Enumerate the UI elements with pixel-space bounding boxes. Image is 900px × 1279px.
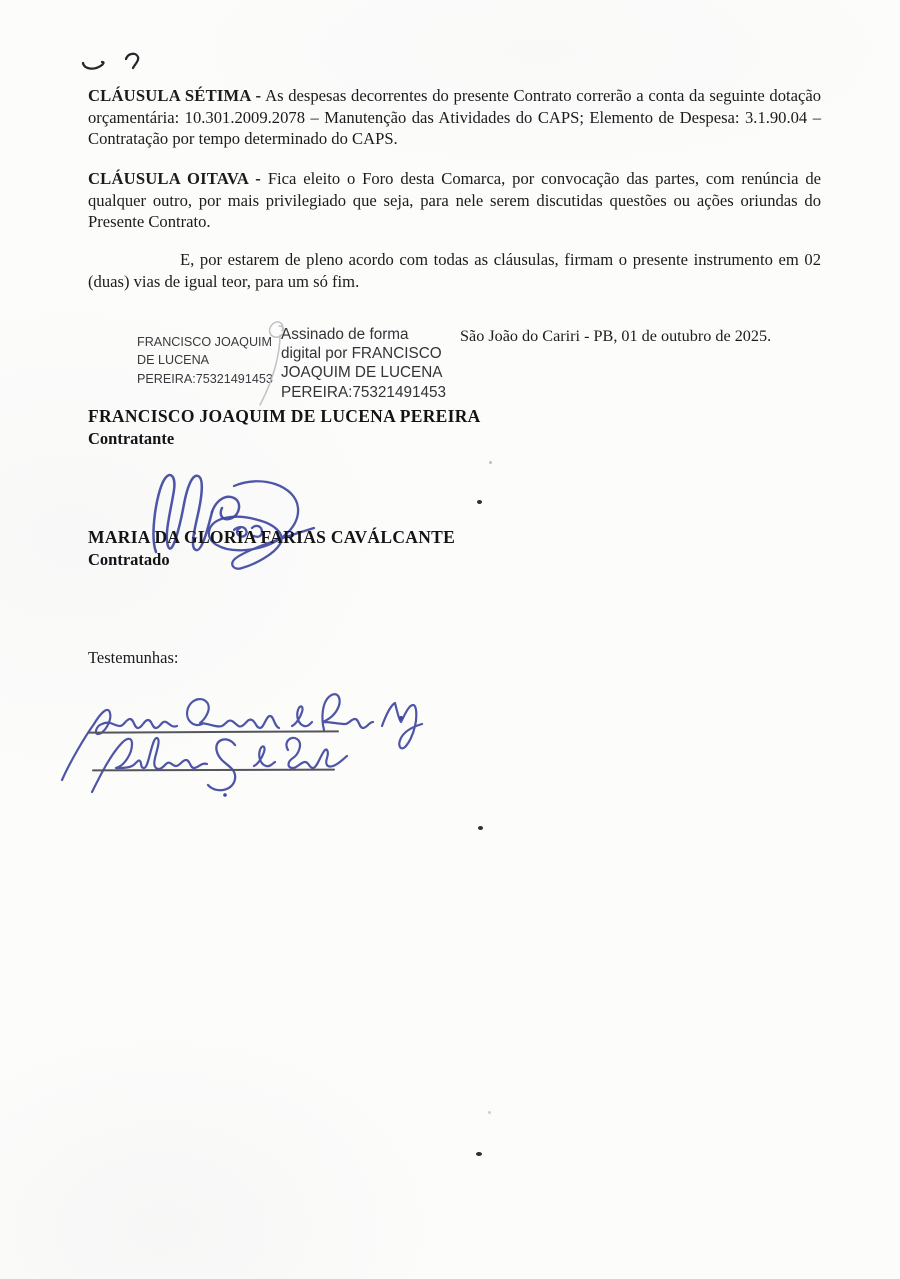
clause-oitava-text: Fica eleito o Foro desta Comarca, por convocação das partes, com renúncia de qualquer outro, por mais privilegiado que seja, para nele serem discutidas questões ou ações oriundas do Presente Contrato.	[88, 169, 821, 232]
digital-signature-statement-line: JOAQUIM DE LUCENA	[281, 364, 443, 382]
closing-paragraph: E, por estarem de pleno acordo com todas as cláusulas, firmam o presente instrumento em 02 (duas) vias de igual teor, para um só fim.	[88, 250, 821, 291]
clause-setima-heading: CLÁUSULA SÉTIMA -	[88, 86, 262, 105]
clause-setima-text: As despesas decorrentes do presente Contrato correrão a conta da seguinte dotação orçamentária: 10.301.2009.2078 – Manutenção das Atividades do CAPS; Elemento de Despesa: 3.1.90.04 – Contratação por tempo determinado do CAPS.	[88, 86, 822, 149]
ink-dot	[399, 716, 403, 720]
scan-speck	[489, 461, 492, 464]
clause-oitava-heading: CLÁUSULA OITAVA -	[88, 169, 261, 188]
contratado-role-label: Contratado	[88, 550, 170, 569]
clause-setima-paragraph	[88, 85, 821, 150]
contratante-name: FRANCISCO JOAQUIM DE LUCENA PEREIRA	[88, 406, 481, 426]
contratado-name: MARIA DA GLORIA FARIAS CAVÁLCANTE	[88, 527, 456, 547]
digital-signature-subject-line: DE LUCENA	[137, 353, 210, 368]
scan-speck	[488, 1111, 491, 1114]
witness-signature-2-ink	[86, 728, 368, 806]
scan-speck	[477, 500, 482, 504]
digital-signature-statement-line: Assinado de forma	[281, 326, 409, 343]
scan-speck	[476, 1152, 482, 1156]
digital-signature-subject-line: FRANCISCO JOAQUIM	[137, 335, 273, 349]
contratante-role-label: Contratante	[88, 429, 175, 448]
scan-speck	[478, 826, 483, 830]
digital-signature-statement-line: PEREIRA:75321491453	[281, 383, 446, 401]
dateline: São João do Cariri - PB, 01 de outubro de 2025.	[460, 327, 772, 345]
digital-signature-statement-line: digital por FRANCISCO	[281, 345, 442, 363]
clause-oitava-paragraph	[88, 168, 821, 233]
digital-signature-statement	[281, 325, 471, 402]
witnesses-label: Testemunhas:	[88, 648, 179, 667]
stray-pen-marks	[78, 50, 148, 78]
digital-signature-subject-line: PEREIRA:75321491453	[137, 371, 273, 386]
